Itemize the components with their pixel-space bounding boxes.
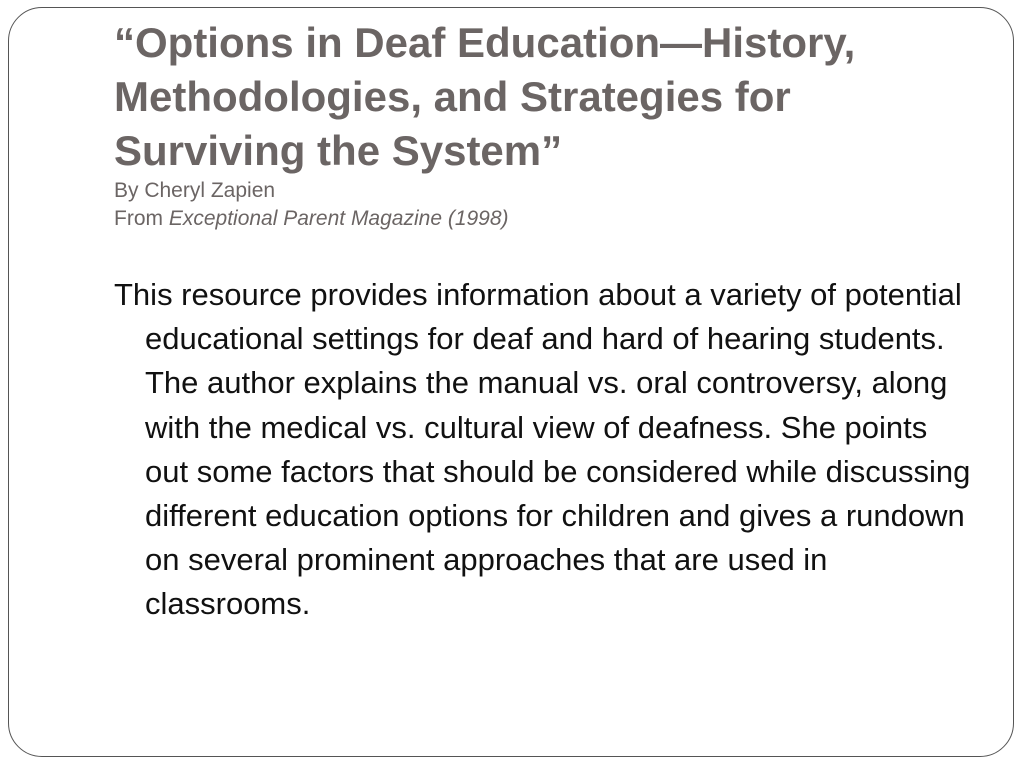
author-line: By Cheryl Zapien [114,179,276,202]
slide-title: “Options in Deaf Education—History, Methodologies, and Strategies for Surviving the System” [114,19,856,174]
body-paragraph: This resource provides information about a variety of potential educational settings for deaf and hard of hearing students. The author explains the manual vs. oral controversy, along with the medical vs. cultural view of deafness. She points out some factors that should be considered while discussing different education options for children and gives a rundown on several prominent approaches that are used in classrooms. [114,277,971,622]
source-publication: Exceptional Parent Magazine (1998) [168,207,509,230]
byline [114,177,509,233]
source-line [114,205,509,233]
source-prefix: From [114,207,169,230]
